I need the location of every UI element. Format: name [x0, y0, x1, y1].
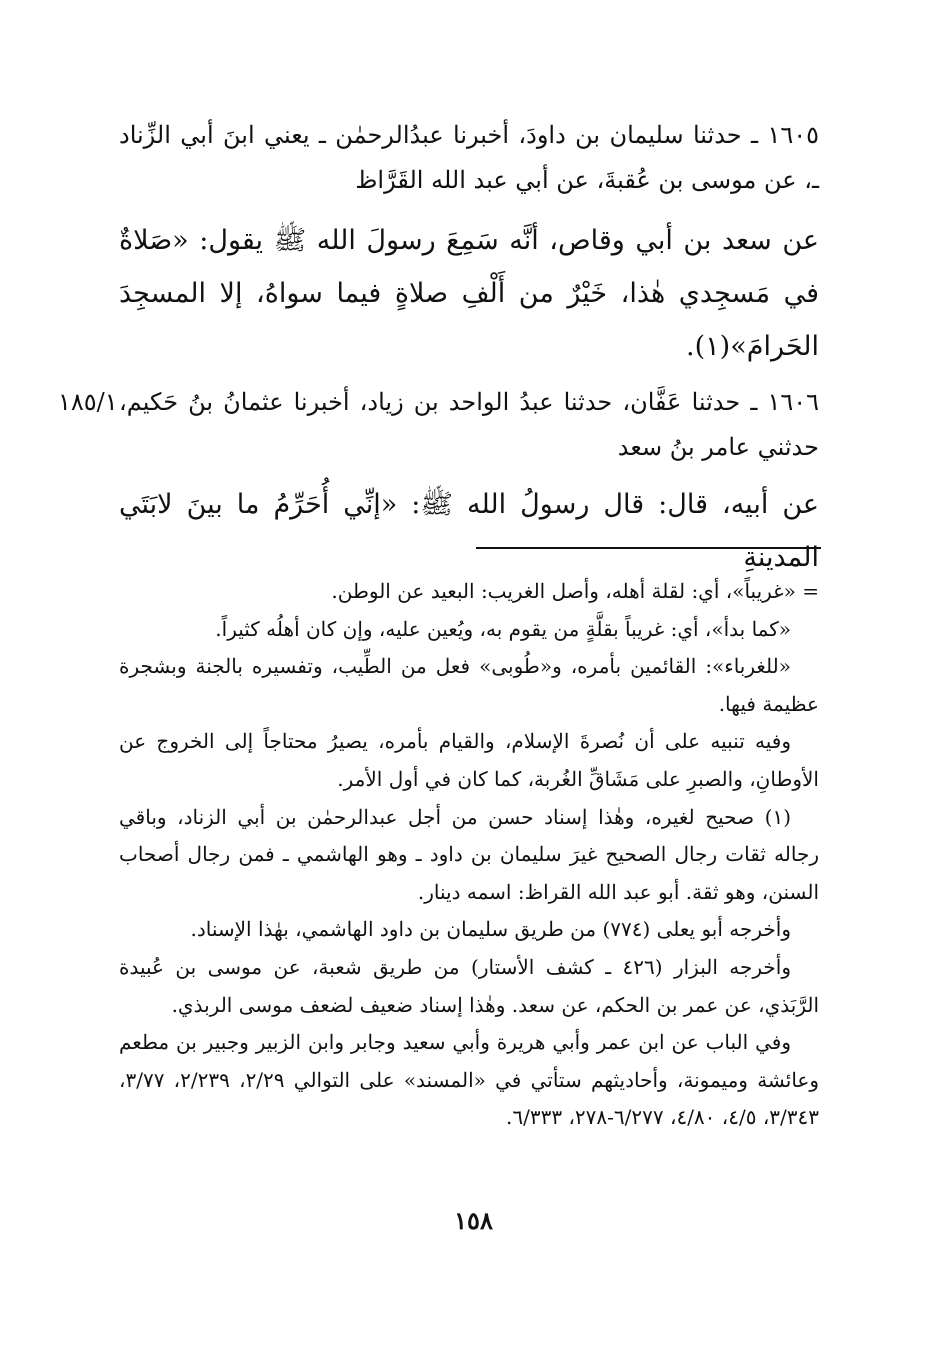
footnote-continuation: = «غريباً»، أي: لقلة أهله، وأصل الغريب: البعيد عن الوطن.	[331, 579, 819, 603]
footnote-paragraph: «للغرباء»: القائمين بأمره، و«طُوبى» فعل من الطِّيب، وتفسيره بالجنة وبشجرة عظيمة فيها.	[119, 654, 819, 716]
footnote-paragraph: وأخرجه البزار (٤٢٦ ـ كشف الأستار) من طريق شعبة، عن موسى بن عُبيدة الرَّبَذي، عن عمر بن الحكم، عن سعد. وهٰذا إسناد ضعيف لضعف موسى الربذي.	[119, 954, 819, 1017]
footnote-paragraph: «كما بدأ»، أي: غريباً بقلَّةٍ من يقوم به، ويُعين عليه، وإن كان أهلُه كثيراً.	[215, 616, 791, 641]
footnotes	[119, 573, 819, 1137]
hadith-1605-matn: عن سعد بن أبي وقاص، أنَّه سَمِعَ رسولَ الله ﷺ يقول: «صَلاةٌ في مَسجِدي هٰذا، خَيْرٌ من أَلْفِ صلاةٍ فيما سواهُ، إلا المسجِدَ الحَرامَ»(١).	[119, 225, 819, 362]
footnote-1: (١) صحيح لغيره، وهٰذا إسناد حسن من أجل عبدالرحمٰن بن أبي الزناد، وباقي رجاله ثقات رجال الصحيح غيرَ سليمان بن داود ـ وهو الهاشمي ـ فمن رجال أصحاب السنن، وهو ثقة. أبو عبد الله القراظ: اسمه دينار.	[119, 804, 819, 904]
page-number: ١٥٨	[454, 1206, 493, 1235]
hadith-1606-matn: عن أبيه، قال: قال رسولُ الله ﷺ: «إنِّي أُحَرِّمُ ما بينَ لابَتَي المدينةِ	[119, 489, 819, 573]
footnote-paragraph: وفي الباب عن ابن عمر وأبي هريرة وأبي سعيد وجابر وابن الزبير وجبير بن مطعم وعائشة وميمونة، وأحاديثهم ستأتي في «المسند» على التوالي ٢/٢٩، ٢/٢٣٩، ٣/٧٧، ٣/٣٤٣، ٤/٥، ٤/٨٠، ٦/٢٧٧-٢٧٨، ٦/٣٣٣.	[119, 1030, 820, 1130]
hadith-1606-isnad: ١٦٠٦ ـ حدثنا عَفَّان، حدثنا عبدُ الواحد بن زياد، أخبرنا عثمانُ بنُ حَكيم، حدثني عامر بنُ سعد	[119, 388, 819, 461]
footnote-paragraph: وفيه تنبيه على أن نُصرةَ الإسلام، والقيام بأمره، يصيرُ محتاجاً إلى الخروج عن الأوطانِ، والصبرِ على مَشَاقِّ الغُربة، كما كان في أول الأمر.	[119, 729, 819, 791]
footnote-separator	[476, 547, 821, 549]
volume-reference: ١٨٥/١	[58, 388, 118, 416]
hadith-1605-isnad: ١٦٠٥ ـ حدثنا سليمان بن داودَ، أخبرنا عبدُالرحمٰن ـ يعني ابنَ أبي الزِّناد ـ، عن موسى بن عُقبةَ، عن أبي عبد الله القَرَّاظ	[119, 121, 819, 194]
footnote-paragraph: وأخرجه أبو يعلى (٧٧٤) من طريق سليمان بن داود الهاشمي، بهٰذا الإسناد.	[190, 917, 791, 942]
